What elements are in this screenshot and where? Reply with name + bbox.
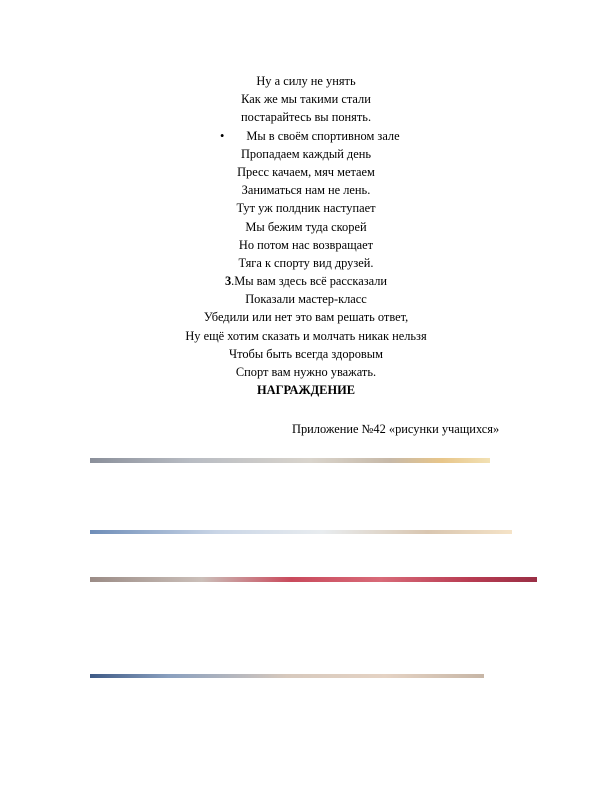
award-heading: НАГРАЖДЕНИЕ: [257, 383, 355, 398]
verse-number: 3: [224, 274, 232, 289]
poem-line: Мы бежим туда скорей: [245, 219, 367, 234]
verse-3-first-line: [0, 272, 612, 290]
poem-line: Спорт вам нужно уважать.: [235, 365, 377, 379]
bullet-icon: •: [220, 128, 225, 143]
appendix-caption: Приложение №42 «рисунки учащихся»: [292, 422, 500, 436]
poem-line: Ну ещё хотим сказать и молчать никак нельзя: [185, 328, 427, 343]
poem-line: Как же мы такими стали: [241, 92, 371, 107]
student-drawing-image: [90, 530, 512, 534]
poem-line: Тут уж полдник наступает: [236, 201, 376, 216]
poem-line-bulleted: [0, 127, 612, 145]
poem-line-text: .Мы вам здесь всё рассказали: [231, 274, 388, 289]
poem-line: Показали мастер-класс: [245, 292, 367, 307]
poem-line: Убедили или нет это вам решать ответ,: [203, 310, 409, 325]
student-drawing-image: [90, 577, 537, 582]
poem-line: Ну а силу не унять: [256, 74, 356, 88]
poem-line: Тяга к спорту вид друзей.: [238, 255, 374, 270]
poem: [0, 72, 612, 399]
poem-line: Чтобы быть всегда здоровым: [229, 346, 383, 361]
student-drawing-image: [90, 458, 490, 463]
poem-line: постарайтесь вы понять.: [240, 110, 372, 125]
poem-line: Пропадаем каждый день: [240, 146, 372, 161]
poem-line: Пресс качаем, мяч метаем: [237, 164, 375, 179]
poem-line-text: Мы в своём спортивном зале: [246, 128, 400, 143]
poem-line: Но потом нас возвращает: [238, 237, 374, 252]
poem-line: Заниматься нам не лень.: [241, 183, 371, 198]
student-drawing-image: [90, 674, 484, 678]
